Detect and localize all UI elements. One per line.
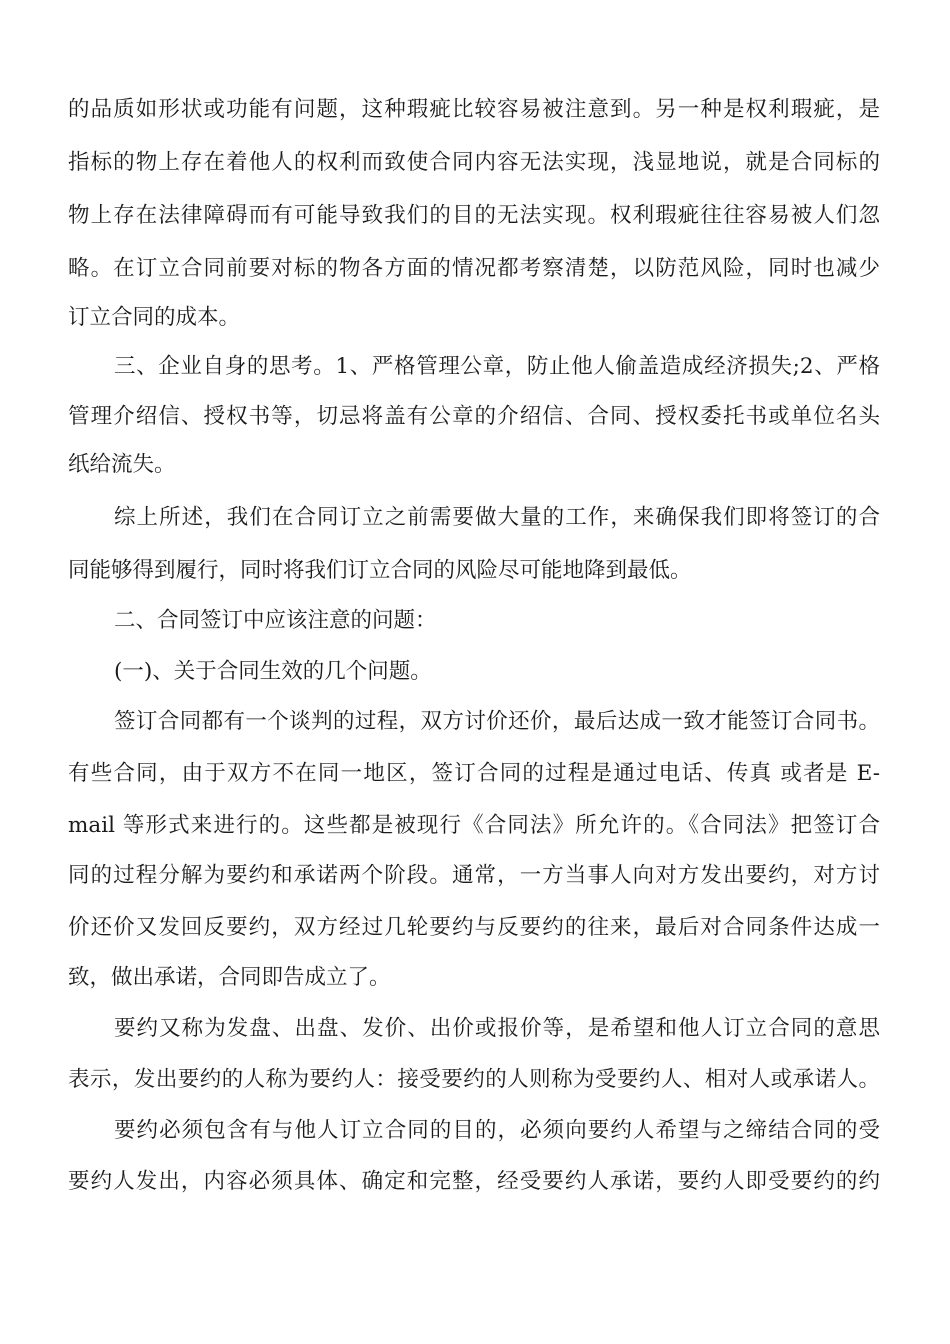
text-line: 要约人发出，内容必须具体、确定和完整，经受要约人承诺，要约人即受要约的约 [68,1169,880,1194]
text-line: 表示，发出要约的人称为要约人：接受要约的人则称为受要约人、相对人或承诺人。 [68,1067,880,1092]
text-line: 同能够得到履行，同时将我们订立合同的风险尽可能地降到最低。 [68,558,692,583]
text-line: 同的过程分解为要约和承诺两个阶段。通常，一方当事人向对方发出要约，对方讨 [68,863,880,888]
paragraph-start-line: 三、企业自身的思考。1、严格管理公章，防止他人偷盖造成经济损失;2、严格 [114,354,880,379]
text-line: 有些合同，由于双方不在同一地区，签订合同的过程是通过电话、传真 或者是 E- [68,761,880,786]
paragraph-start-line: 要约必须包含有与他人订立合同的目的，必须向要约人希望与之缔结合同的受 [114,1118,880,1143]
text-line: 价还价又发回反要约，双方经过几轮要约与反要约的往来，最后对合同条件达成一 [68,915,880,940]
text-line: 订立合同的成本。 [68,305,241,330]
text-line: 致，做出承诺，合同即告成立了。 [68,965,391,990]
text-line: 纸给流失。 [68,452,176,477]
section-heading: 二、合同签订中应该注意的问题： [114,608,437,633]
text-line: 的品质如形状或功能有问题，这种瑕疵比较容易被注意到。另一种是权利瑕疵，是 [68,97,880,122]
paragraph-start-line: 综上所述，我们在合同订立之前需要做大量的工作，来确保我们即将签订的合 [114,505,880,530]
text-line: 物上存在法律障碍而有可能导致我们的目的无法实现。权利瑕疵往往容易被人们忽 [68,203,880,228]
text-line: mail 等形式来进行的。这些都是被现行《合同法》所允许的。《合同法》把签订合 [68,813,880,838]
subsection-heading: (一)、关于合同生效的几个问题。 [114,659,432,684]
paragraph-start-line: 签订合同都有一个谈判的过程，双方讨价还价，最后达成一致才能签订合同书。 [114,709,880,734]
paragraph-start-line: 要约又称为发盘、出盘、发价、出价或报价等，是希望和他人订立合同的意思 [114,1016,880,1041]
text-line: 略。在订立合同前要对标的物各方面的情况都考察清楚，以防范风险，同时也减少 [68,256,880,281]
text-line: 指标的物上存在着他人的权利而致使合同内容无法实现，浅显地说，就是合同标的 [68,150,880,175]
text-line: 管理介绍信、授权书等，切忌将盖有公章的介绍信、合同、授权委托书或单位名头 [68,404,880,429]
